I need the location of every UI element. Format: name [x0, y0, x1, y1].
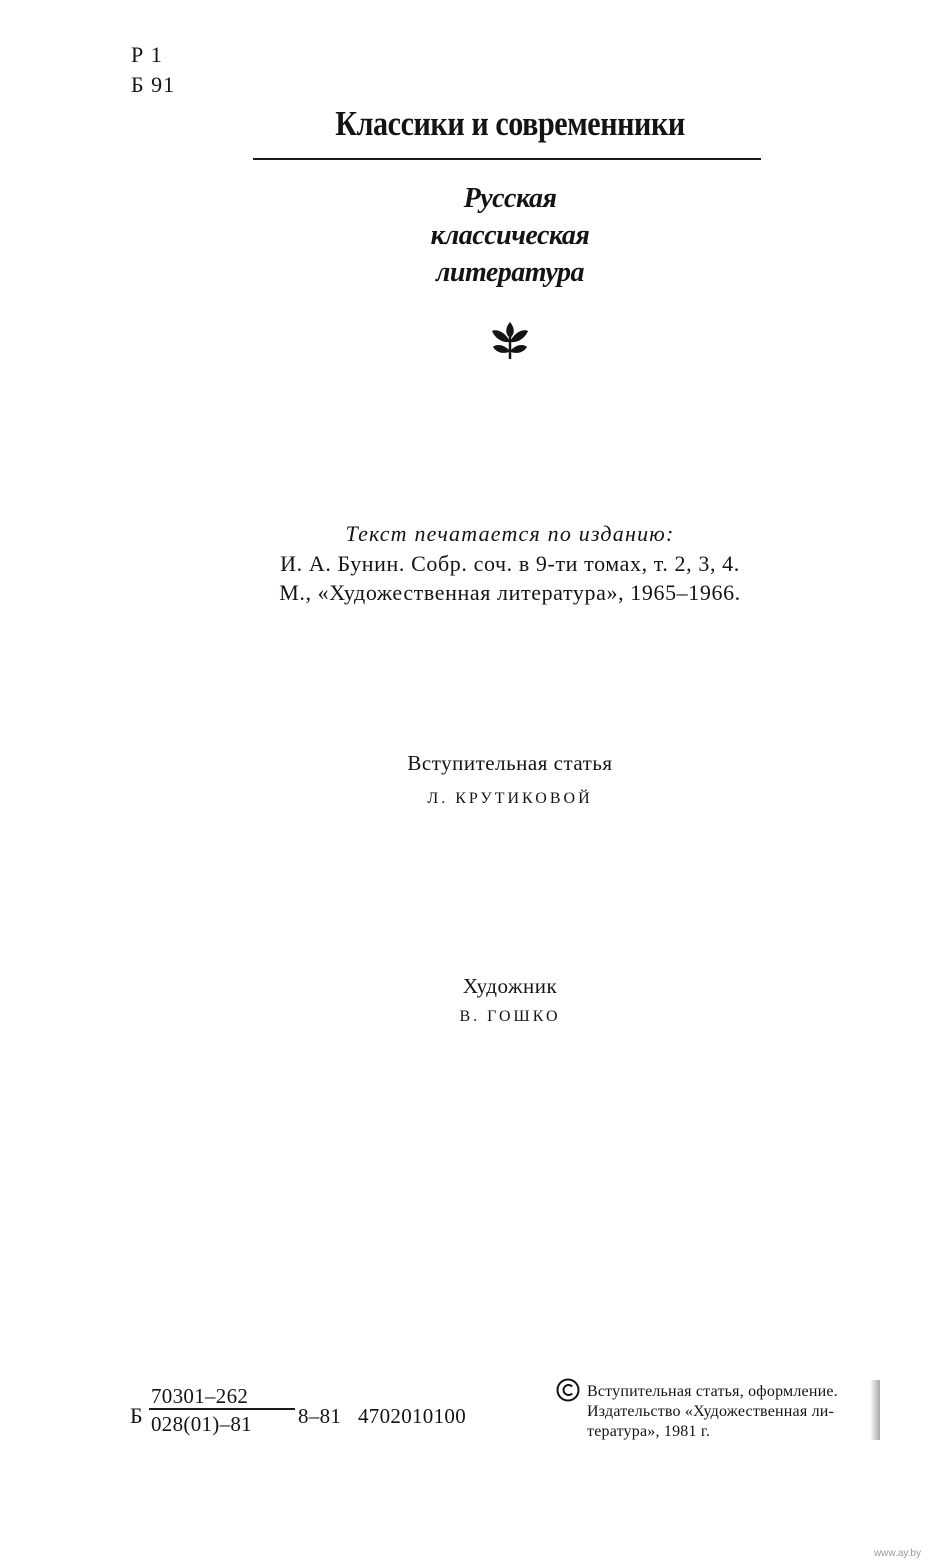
series-title: Классики и современники: [335, 104, 685, 143]
watermark: www.ay.by: [873, 1548, 921, 1559]
classification-code-line2: Б 91: [131, 72, 176, 97]
artist-role: Художник: [462, 974, 558, 998]
foreword-author: Л. КРУТИКОВОЙ: [427, 790, 593, 807]
source-edition-intro: Текст печатается по изданию:: [345, 521, 675, 546]
imprint-numerator: 70301–262: [151, 1384, 249, 1408]
foreword-role: Вступительная статья: [407, 751, 613, 775]
series-divider: [253, 158, 761, 160]
classification-code-line1: Р 1: [131, 42, 163, 67]
subseries-line-2: классическая: [430, 220, 590, 251]
imprint-letter: Б: [130, 1403, 143, 1428]
subseries-line-3: литература: [436, 257, 584, 288]
copyright-line-3: тература», 1981 г.: [587, 1423, 711, 1440]
subseries-line-1: Русская: [463, 183, 557, 214]
page-edge-shadow: [870, 1380, 880, 1440]
imprint-code-short: 8–81: [298, 1404, 342, 1428]
copyright-icon: [556, 1378, 580, 1402]
leaf-sprig-icon: [490, 318, 530, 360]
source-edition-line-1: И. А. Бунин. Собр. соч. в 9-ти томах, т. 2, 3, 4.: [280, 551, 740, 576]
artist-name: В. ГОШКО: [459, 1008, 561, 1025]
source-edition-line-2: М., «Художественная литература», 1965–1966.: [279, 580, 741, 605]
copyright-line-2: Издательство «Художественная ли-: [587, 1403, 835, 1420]
imprint-code-long: 4702010100: [358, 1404, 466, 1428]
imprint-denominator: 028(01)–81: [151, 1412, 252, 1436]
copyright-line-1: Вступительная статья, оформление.: [587, 1383, 838, 1400]
imprint-fraction-rule: [149, 1408, 295, 1410]
